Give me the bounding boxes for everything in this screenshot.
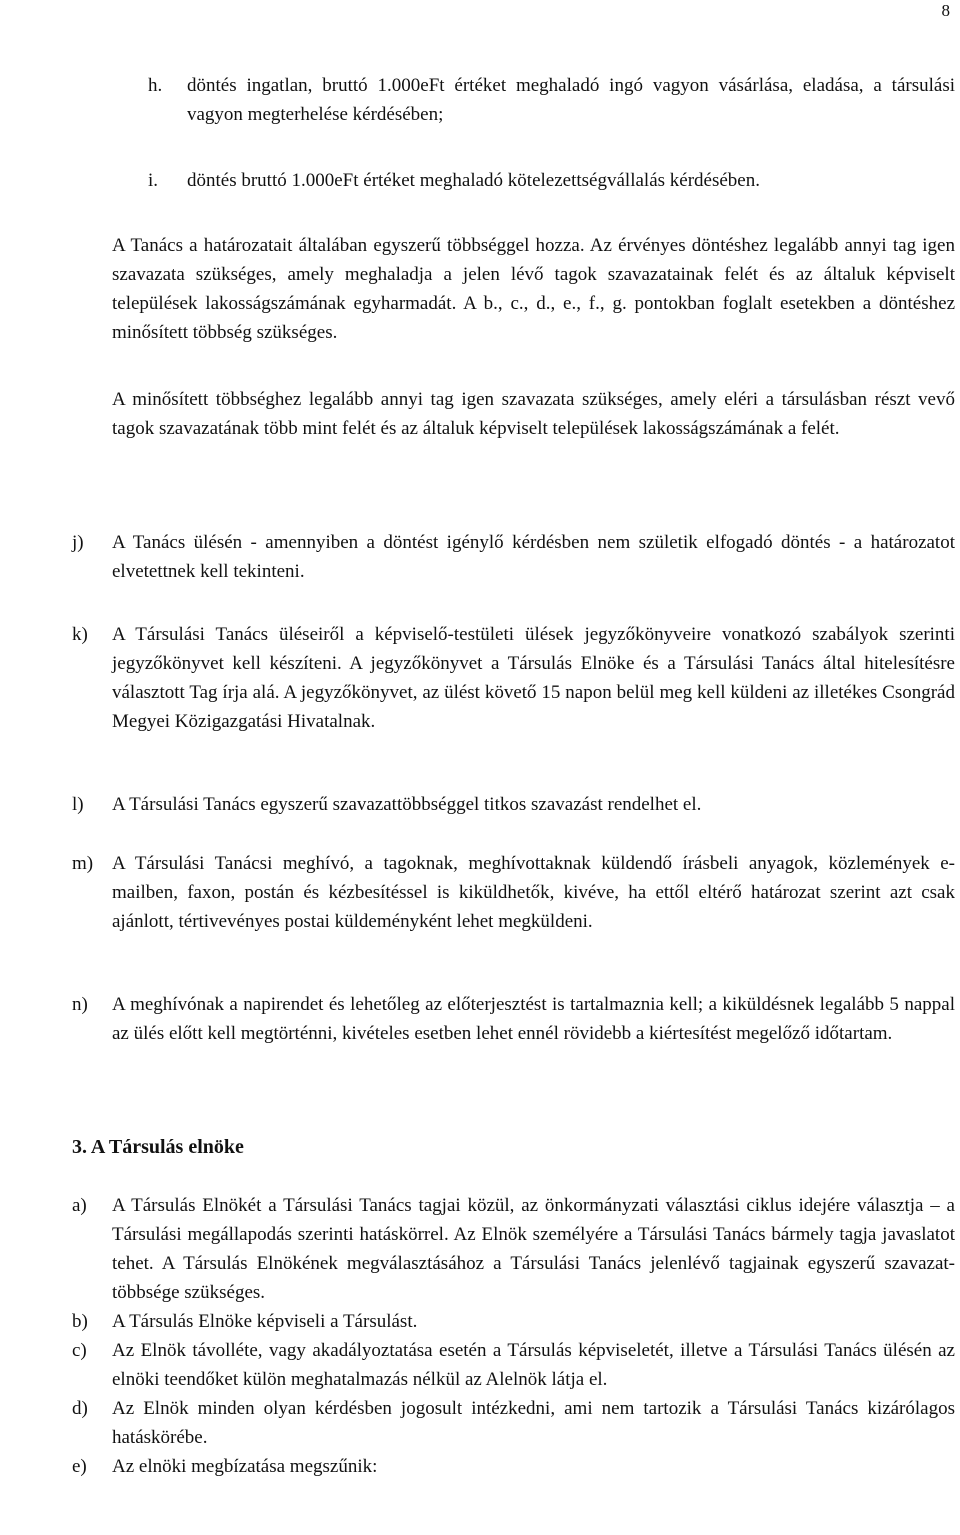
list-item: [0, 790, 955, 819]
paragraph-majority: A Tanács a határozatait általában egyszerű többséggel hozza. Az érvényes döntéshez legalább annyi tag igen szavazata szükséges, amely meghaladja a jelen lévő tagok szavazatainak felét és az általuk képviselt települések lakosságszámának egyharmadát. A b., c., d., e., f., g. pontokban foglalt esetekben a döntéshez minősített többség szükséges.: [112, 235, 955, 343]
list-item: [0, 71, 955, 129]
list-items-h-i: [0, 71, 955, 195]
list-item: [0, 528, 955, 586]
list-item-text: Az Elnök távolléte, vagy akadályoztatása esetén a Társulás képviseletét, illetve a Társulási Tanács ülésén az elnöki teendőket külön meghatalmazás nélkül az Alelnök látja el.: [112, 1340, 955, 1390]
list-item: [0, 1191, 955, 1307]
list-marker: h.: [148, 75, 163, 96]
page-number: 8: [941, 1, 950, 20]
list-item-j: [0, 528, 955, 586]
list-item-m: [0, 849, 955, 936]
section-heading: 3. A Társulás elnöke: [72, 1136, 244, 1158]
list-item-text: A Társulás Elnöke képviseli a Társulást.: [112, 1311, 418, 1332]
list-marker: k): [72, 624, 88, 645]
list-item: [0, 1452, 955, 1481]
list-item-text: döntés bruttó 1.000eFt értéket meghaladó kötelezettségvállalás kérdésében.: [187, 170, 760, 191]
list-item: [0, 849, 955, 936]
list-item: [0, 620, 955, 736]
list-marker: j): [72, 532, 84, 553]
list-item-text: A Társulási Tanácsi meghívó, a tagoknak, meghívottaknak küldendő írásbeli anyagok, közlemények e-mailben, faxon, postán és kézbesítéssel is kiküldhetők, kivéve, ha ettől eltérő határozat szerint azt csak ajánlott, tértivevényes postai küldeményként lehet megküldeni.: [112, 853, 955, 932]
paragraph-qualified: A minősített többséghez legalább annyi tag igen szavazata szükséges, amely eléri a társulásban részt vevő tagok szavazatának több mint felét és az általuk képviselt települések lakosságszámának a felét.: [112, 389, 955, 439]
list-marker: d): [72, 1398, 88, 1419]
list-item-k: [0, 620, 955, 736]
list-item: [0, 166, 955, 195]
list-item-text: A meghívónak a napirendet és lehetőleg az előterjesztést is tartalmaznia kell; a kiküldésnek legalább 5 nappal az ülés előtt kell megtörténni, kivételes esetben lehet ennél rövidebb a kiértesítést megelőző időtartam.: [112, 994, 955, 1044]
list-item-text: A Társulás Elnökét a Társulási Tanács tagjai közül, az önkormányzati választási ciklus idejére választja – a Társulási megállapodás szerinti hatáskörrel. Az Elnök személyére a Társulási Tanács bármely tagja javaslatot tehet. A Társulás Elnökének megválasztásához a Társulási Tanács jelenlévő tagjainak egyszerű szavazat- többsége szükséges.: [112, 1195, 955, 1303]
list-marker: m): [72, 853, 94, 874]
list-item-text: A Tanács ülésén - amennyiben a döntést igénylő kérdésben nem születik elfogadó döntés - a határozatot elvetettnek kell tekinteni.: [112, 532, 955, 582]
list-marker: b): [72, 1311, 88, 1332]
list-item-l: [0, 790, 955, 819]
list-item: [0, 1336, 955, 1394]
list-marker: e): [72, 1456, 87, 1477]
list-item: [0, 990, 955, 1048]
list-item-text: döntés ingatlan, bruttó 1.000eFt értéket meghaladó ingó vagyon vásárlása, eladása, a társulási vagyon megterhelése kérdésében;: [187, 75, 955, 125]
list-marker: l): [72, 794, 84, 815]
president-list: [0, 1191, 955, 1481]
list-item-n: [0, 990, 955, 1048]
list-item-text: A Társulási Tanács egyszerű szavazattöbbséggel titkos szavazást rendelhet el.: [112, 794, 702, 815]
list-item-text: Az elnöki megbízatása megszűnik:: [112, 1456, 378, 1477]
list-item-text: Az Elnök minden olyan kérdésben jogosult intézkedni, ami nem tartozik a Társulási Tanács kizárólagos hatáskörébe.: [112, 1398, 955, 1448]
list-marker: i.: [148, 170, 159, 191]
list-item: [0, 1307, 955, 1336]
list-item: [0, 1394, 955, 1452]
list-marker: n): [72, 994, 88, 1015]
list-marker: c): [72, 1340, 87, 1361]
list-marker: a): [72, 1195, 87, 1216]
list-item-text: A Társulási Tanács üléseiről a képviselő-testületi ülések jegyzőkönyveire vonatkozó szabályok szerinti jegyzőkönyvet kell készíteni. A jegyzőkönyvet a Társulás Elnöke és a Társulási Tanács által hitelesítésre választott Tag írja alá. A jegyzőkönyvet, az ülést követő 15 napon belül meg kell küldeni az illetékes Csongrád Megyei Közigazgatási Hivatalnak.: [112, 624, 955, 732]
